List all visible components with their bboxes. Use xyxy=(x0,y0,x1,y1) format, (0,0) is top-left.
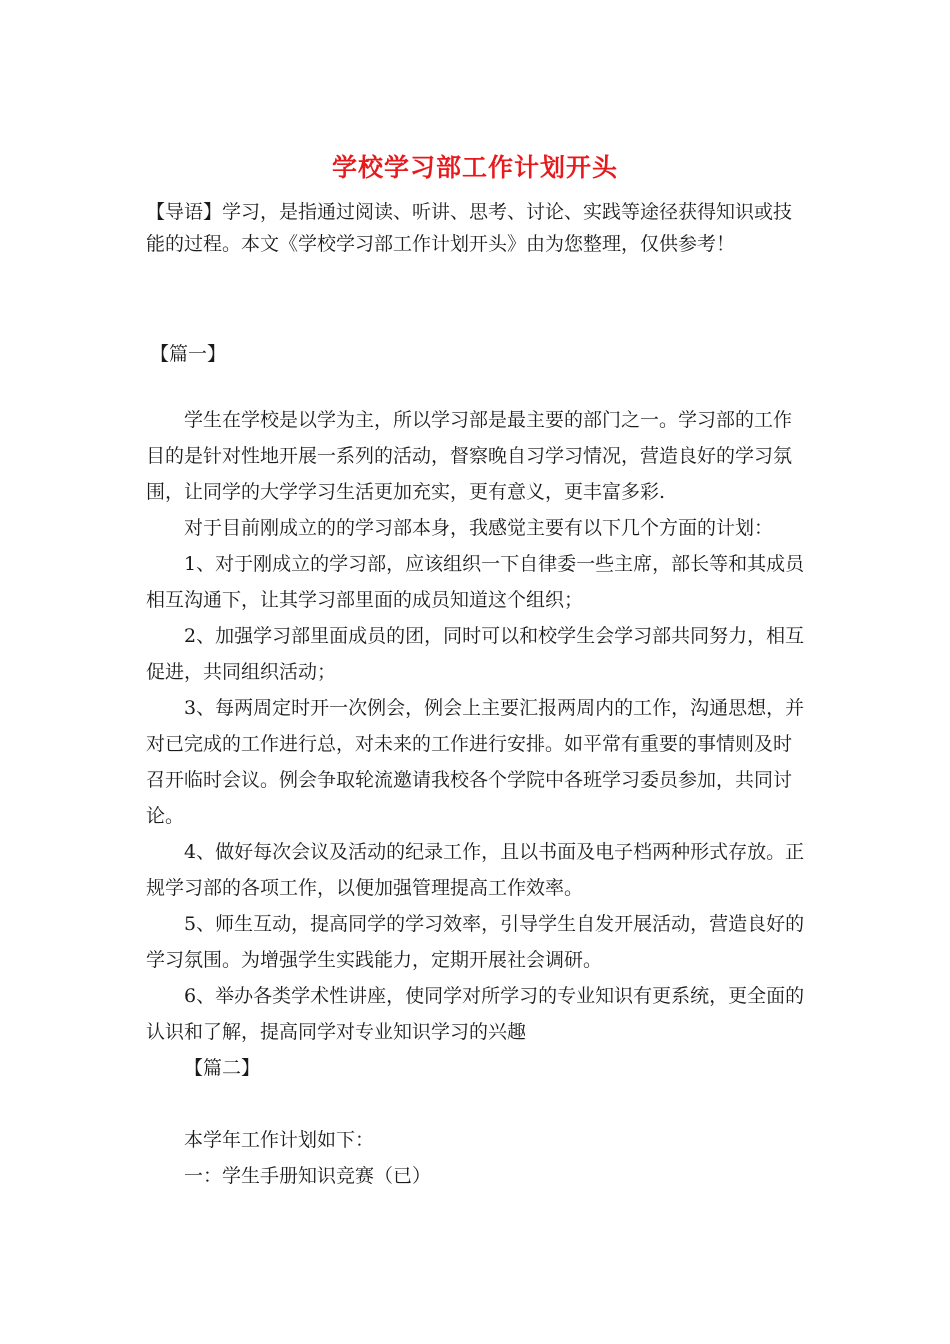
list-item: 3、每两周定时开一次例会，例会上主要汇报两周内的工作，沟通思想，并对已完成的工作进行总，对未来的工作进行安排。如平常有重要的事情则及时召开临时会议。例会争取轮流邀请我校各个学院中各班学习委员参加，共同讨论。 xyxy=(146,697,805,827)
paragraph: 对于目前刚成立的的学习部本身，我感觉主要有以下几个方面的计划： xyxy=(184,517,774,539)
list-item: 一：学生手册知识竞赛（已） xyxy=(184,1165,432,1187)
list-item: 5、师生互动，提高同学的学习效率，引导学生自发开展活动，营造良好的学习氛围。为增强学生实践能力，定期开展社会调研。 xyxy=(146,913,805,971)
section-heading-1: 【篇一】 xyxy=(150,343,227,365)
section-heading-2: 【篇二】 xyxy=(184,1057,261,1079)
paragraph: 本学年工作计划如下： xyxy=(184,1129,375,1151)
list-item: 2、加强学习部里面成员的团，同时可以和校学生会学习部共同努力，相互促进，共同组织活动； xyxy=(146,625,805,683)
section-2-body xyxy=(146,1122,806,1194)
paragraph: 学生在学校是以学为主，所以学习部是最主要的部门之一。学习部的工作目的是针对性地开展一系列的活动，督察晚自习学习情况，营造良好的学习氛围，让同学的大学学习生活更加充实，更有意义，更丰富多彩. xyxy=(146,409,793,503)
intro-paragraph: 【导语】学习，是指通过阅读、听讲、思考、讨论、实践等途径获得知识或技能的过程。本文《学校学习部工作计划开头》由为您整理，仅供参考！ xyxy=(146,201,793,255)
section-1-body xyxy=(146,402,806,1050)
list-item: 1、对于刚成立的学习部，应该组织一下自律委一些主席，部长等和其成员相互沟通下，让其学习部里面的成员知道这个组织； xyxy=(146,553,805,611)
list-item: 4、做好每次会议及活动的纪录工作，且以书面及电子档两种形式存放。正规学习部的各项工作，以便加强管理提高工作效率。 xyxy=(146,841,805,899)
list-item: 6、举办各类学术性讲座，使同学对所学习的专业知识有更系统，更全面的认识和了解，提高同学对专业知识学习的兴趣 xyxy=(146,985,805,1043)
document-title: 学校学习部工作计划开头 xyxy=(331,153,618,182)
